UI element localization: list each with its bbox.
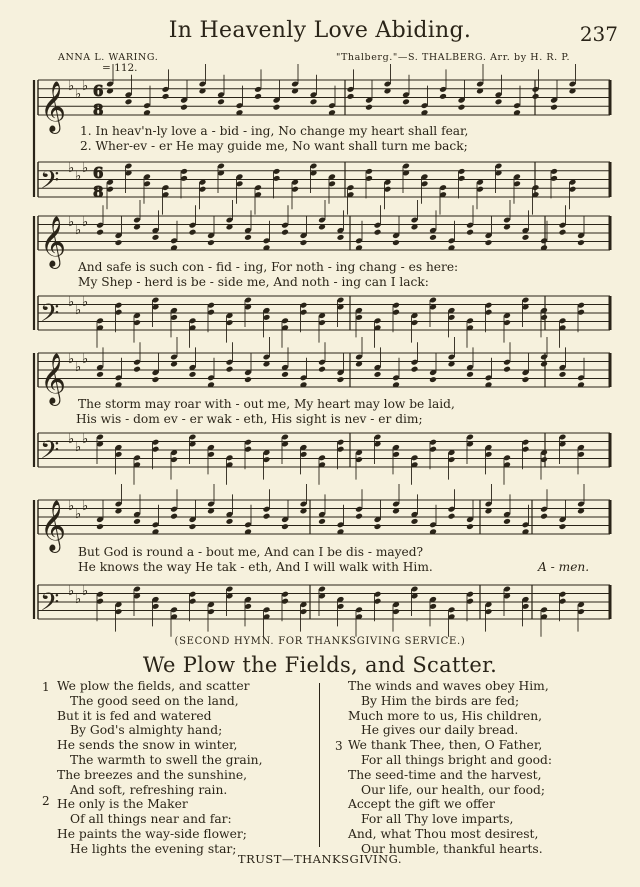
note-head <box>392 239 400 246</box>
flat-icon: ♭ <box>82 499 89 514</box>
verse-line: He paints the way-side flower; <box>57 826 247 841</box>
note-head <box>337 234 345 241</box>
bass-clef-icon: 𝄢 <box>40 588 60 623</box>
note-head <box>429 234 437 241</box>
note-head <box>466 229 474 236</box>
note-head <box>96 523 104 530</box>
note-head <box>254 93 262 100</box>
verse-line: The seed-time and the harvest, <box>348 767 542 782</box>
hymn-title: In Heavenly Love Abiding. <box>168 18 472 43</box>
flat-icon: ♭ <box>82 584 89 599</box>
note-head <box>503 518 511 525</box>
music-credit: "Thalberg."—S. THALBERG. Arr. by H. R. P. <box>336 52 571 63</box>
note-head <box>281 371 289 378</box>
lyric-line-s4-1: But God is round a - bout me, And can I be dis - mayed? <box>78 545 424 559</box>
note-head <box>217 98 225 105</box>
note-head <box>273 104 281 111</box>
verse-line: We plow the fields, and scatter <box>57 679 250 693</box>
flat-icon: ♭ <box>68 499 75 514</box>
note-head <box>162 93 170 100</box>
lyric-line-s2-1: And safe is such con - fid - ing, For noth - ing chang - es here: <box>78 260 459 274</box>
flat-icon: ♭ <box>68 584 75 599</box>
footer-topics: TRUST—THANKSGIVING. <box>237 852 403 866</box>
flat-icon: ♭ <box>75 507 82 522</box>
flat-icon: ♭ <box>68 215 75 230</box>
tempo-marking: = 112. <box>102 62 138 74</box>
verse-line: Accept the gift we offer <box>348 797 495 812</box>
note-head <box>559 229 567 236</box>
verse-number-3: 3 <box>335 739 343 753</box>
verse-line: The good seed on the land, <box>70 693 239 708</box>
note-head <box>226 366 234 373</box>
verse-line: He sends the snow in winter, <box>57 738 238 753</box>
note-head <box>559 523 567 530</box>
note-head <box>347 93 355 100</box>
flat-icon: ♭ <box>75 303 82 318</box>
note-head <box>374 229 382 236</box>
verse-line: He gives our daily bread. <box>361 723 519 738</box>
note-head <box>318 366 326 373</box>
flat-icon: ♭ <box>68 161 75 176</box>
note-head <box>96 371 104 378</box>
verse-line: He lights the evening star; <box>70 841 237 856</box>
lyric-line-s4-2: He knows the way He tak - eth, And I will walk with Him. <box>78 560 433 574</box>
note-head <box>337 376 345 383</box>
note-head <box>244 234 252 241</box>
bass-clef-icon: 𝄢 <box>40 299 60 334</box>
note-head <box>522 376 530 383</box>
verse-line: The warmth to swell the grain, <box>70 752 263 767</box>
lyric-line-s1-2: 2. Wher-ev - er He may guide me, No want shall turn me back; <box>80 139 468 153</box>
time-signature-bottom: 8 <box>93 183 104 201</box>
flat-icon: ♭ <box>82 295 89 310</box>
flat-icon: ♭ <box>68 295 75 310</box>
time-signature-bottom: 8 <box>93 101 104 119</box>
flat-icon: ♭ <box>75 87 82 102</box>
note-head <box>439 93 447 100</box>
note-head <box>448 513 456 520</box>
note-head <box>550 104 558 111</box>
note-head <box>125 98 133 105</box>
note-head <box>300 239 308 246</box>
note-head <box>281 523 289 530</box>
note-head <box>540 513 548 520</box>
note-head <box>485 239 493 246</box>
flat-icon: ♭ <box>68 432 75 447</box>
verse-line: But it is fed and watered <box>57 708 212 723</box>
note-head <box>411 518 419 525</box>
time-signature-top: 6 <box>93 82 104 100</box>
lyric-line-s1-1: 1. In heav'n-ly love a - bid - ing, No change my heart shall fear, <box>80 124 469 138</box>
verse-number-2: 2 <box>42 794 50 808</box>
note-head <box>411 366 419 373</box>
flat-icon: ♭ <box>82 432 89 447</box>
note-head <box>365 104 373 111</box>
second-hymn-title: We Plow the Fields, and Scatter. <box>142 653 498 677</box>
lyric-line-s3-2: His wis - dom ev - er wak - eth, His sight is nev - er dim; <box>76 412 423 426</box>
flat-icon: ♭ <box>75 360 82 375</box>
note-head <box>226 518 234 525</box>
note-head <box>503 366 511 373</box>
treble-clef-icon: 𝄞 <box>40 353 67 404</box>
verse-line: And, what Thou most desirest, <box>348 826 539 841</box>
verse-line: Much more to us, His children, <box>348 708 543 723</box>
note-head <box>577 239 585 246</box>
note-head <box>458 104 466 111</box>
bass-clef-icon: 𝄢 <box>40 166 60 201</box>
verse-line: The breezes and the sunshine, <box>57 767 248 782</box>
lyric-line-s3-1: The storm may roar with - out me, My heart may low be laid, <box>78 397 455 411</box>
note-head <box>495 98 503 105</box>
note-head <box>374 371 382 378</box>
amen: A - men. <box>538 560 590 574</box>
flat-icon: ♭ <box>82 161 89 176</box>
flat-icon: ♭ <box>82 79 89 94</box>
verse-line: By God's almighty hand; <box>70 723 223 738</box>
note-head <box>429 376 437 383</box>
note-head <box>180 104 188 111</box>
verse-line: We thank Thee, then, O Father, <box>348 738 543 753</box>
note-head <box>152 376 160 383</box>
verse-line: Of all things near and far: <box>70 812 232 827</box>
note-head <box>402 98 410 105</box>
verse-line: And soft, refreshing rain. <box>70 782 228 797</box>
note-head <box>96 229 104 236</box>
note-head <box>466 371 474 378</box>
flat-icon: ♭ <box>75 169 82 184</box>
note-head <box>170 513 178 520</box>
flat-icon: ♭ <box>75 592 82 607</box>
note-head <box>207 239 215 246</box>
flat-icon: ♭ <box>75 223 82 238</box>
note-head <box>559 371 567 378</box>
treble-clef-icon: 𝄞 <box>40 81 67 132</box>
verse-number-1: 1 <box>42 680 50 694</box>
note-head <box>281 229 289 236</box>
poet-credit: ANNA L. WARING. <box>58 52 159 63</box>
treble-clef-icon: 𝄞 <box>40 216 67 267</box>
note-head <box>189 523 197 530</box>
note-head <box>115 239 123 246</box>
verse-line: For all things bright and good: <box>361 752 553 767</box>
note-head <box>263 513 271 520</box>
lyric-line-s2-2: My Shep - herd is be - side me, And noth - ing can I lack: <box>78 275 429 289</box>
treble-clef-icon: 𝄞 <box>40 500 67 551</box>
flat-icon: ♭ <box>82 215 89 230</box>
note-head <box>133 518 141 525</box>
note-head <box>189 371 197 378</box>
note-head <box>152 234 160 241</box>
verse-line: He only is the Maker <box>57 797 188 812</box>
note-head <box>355 513 363 520</box>
note-head <box>318 518 326 525</box>
time-signature-top: 6 <box>93 164 104 182</box>
note-head <box>310 98 318 105</box>
section-label: (SECOND HYMN. FOR THANKSGIVING SERVICE.) <box>174 636 466 647</box>
note-head <box>189 229 197 236</box>
verse-line: By Him the birds are fed; <box>361 693 520 708</box>
flat-icon: ♭ <box>68 352 75 367</box>
verse-line: Our humble, thankful hearts. <box>361 841 543 856</box>
note-head <box>133 366 141 373</box>
verse-line: For all Thy love imparts, <box>361 812 514 827</box>
note-head <box>466 523 474 530</box>
flat-icon: ♭ <box>75 440 82 455</box>
flat-icon: ♭ <box>82 352 89 367</box>
verse-column-right <box>0 679 640 857</box>
verse-line: Our life, our health, our food; <box>361 782 546 797</box>
page-number: 237 <box>579 22 618 46</box>
note-head <box>244 376 252 383</box>
note-head <box>374 523 382 530</box>
bass-clef-icon: 𝄢 <box>40 436 60 471</box>
note-head <box>532 93 540 100</box>
flat-icon: ♭ <box>68 79 75 94</box>
verse-line: The winds and waves obey Him, <box>348 679 549 693</box>
note-head <box>522 234 530 241</box>
